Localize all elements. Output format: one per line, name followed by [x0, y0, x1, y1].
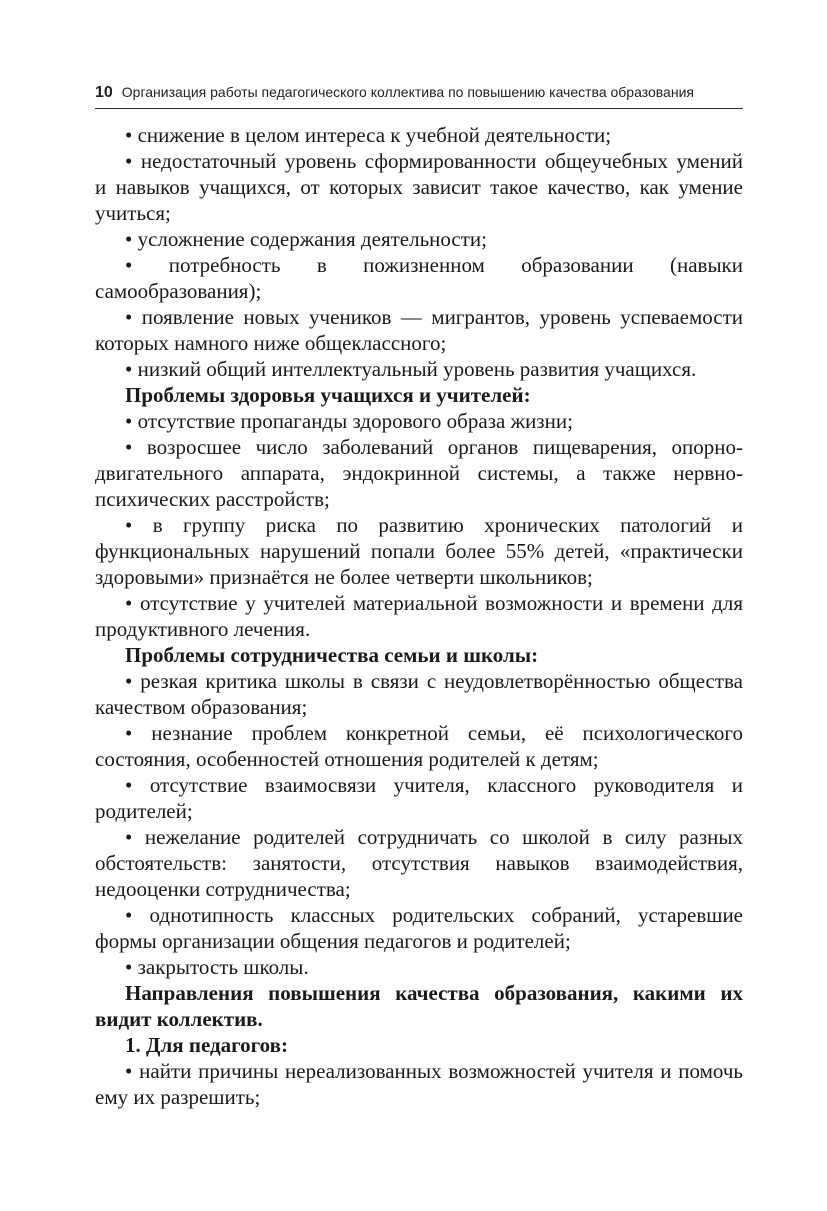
bullet-item: • в группу риска по развитию хронических патологий и функциональных нарушений попали более 55% детей, «практически здоровыми» признаётся не более четверти школьников; [95, 513, 743, 589]
body-text [95, 122, 743, 1110]
bullet-item: • усложнение содержания деятельности; [125, 227, 487, 251]
bullet-item: • однотипность классных родительских собраний, устаревшие формы организации общения педагогов и родителей; [95, 903, 743, 953]
bullet-item: • потребность в пожизненном образовании (навыки самообразования); [95, 253, 743, 303]
subsection-heading-teachers: 1. Для педагогов: [125, 1033, 288, 1057]
section-heading-family: Проблемы сотрудничества семьи и школы: [125, 643, 539, 667]
bullet-item: • отсутствие пропаганды здорового образа жизни; [125, 409, 573, 433]
bullet-item: • нежелание родителей сотрудничать со школой в силу разных обстоятельств: занятости, отсутствия навыков взаимодействия, недооценки сотрудничества; [95, 825, 743, 901]
bullet-item: • возросшее число заболеваний органов пищеварения, опорно-двигательного аппарата, эндокринной системы, а также нервно-психических расстройств; [95, 435, 743, 511]
section-heading-directions: Направления повышения качества образования, какими их видит коллектив. [95, 981, 743, 1031]
bullet-item: • снижение в целом интереса к учебной деятельности; [125, 123, 612, 147]
running-header [95, 84, 743, 109]
bullet-item: • низкий общий интеллектуальный уровень развития учащихся. [125, 357, 697, 381]
bullet-item: • появление новых учеников — мигрантов, уровень успеваемости которых намного ниже общеклассного; [95, 305, 743, 355]
section-heading-health: Проблемы здоровья учащихся и учителей: [125, 383, 531, 407]
book-page [95, 84, 743, 1110]
bullet-item: • незнание проблем конкретной семьи, её психологического состояния, особенностей отношения родителей к детям; [95, 721, 743, 771]
bullet-item: • отсутствие взаимосвязи учителя, классного руководителя и родителей; [95, 773, 743, 823]
bullet-item: • резкая критика школы в связи с неудовлетворённостью общества качеством образования; [95, 669, 743, 719]
bullet-item: • отсутствие у учителей материальной возможности и времени для продуктивного лечения. [95, 591, 743, 641]
bullet-item: • найти причины нереализованных возможностей учителя и помочь ему их разрешить; [95, 1059, 743, 1109]
bullet-item: • недостаточный уровень сформированности общеучебных умений и навыков учащихся, от которых зависит такое качество, как умение учиться; [95, 149, 743, 225]
running-title: Организация работы педагогического коллектива по повышению качества образования [121, 84, 694, 100]
page-number: 10 [95, 84, 113, 101]
bullet-item: • закрытость школы. [125, 955, 309, 979]
